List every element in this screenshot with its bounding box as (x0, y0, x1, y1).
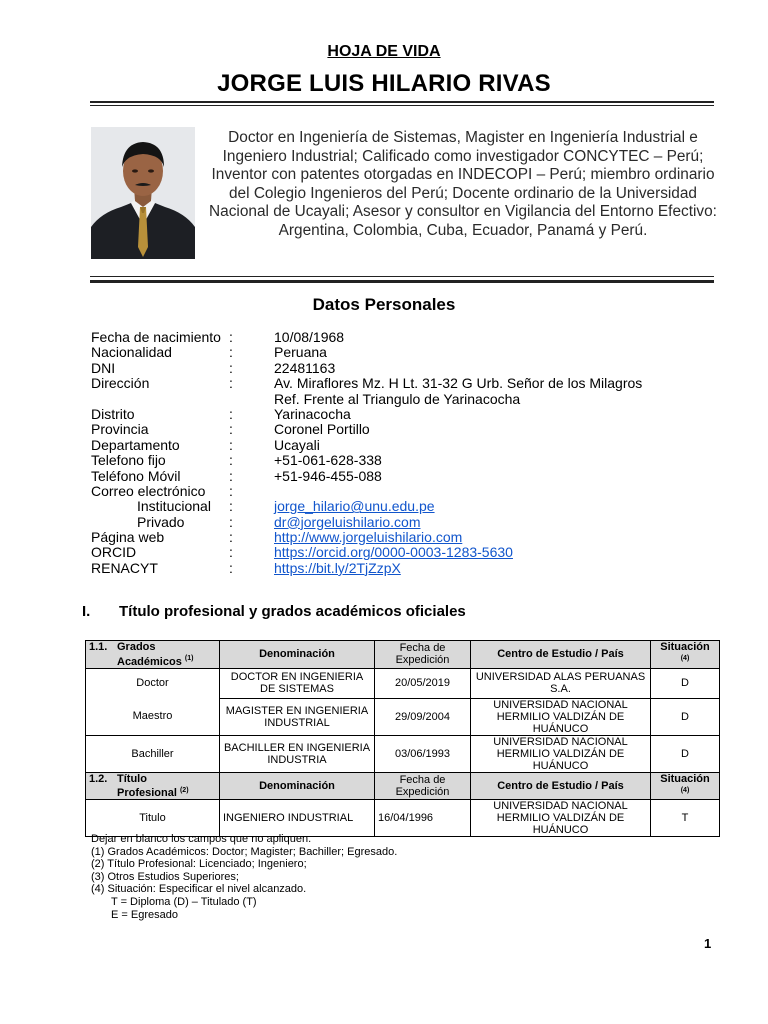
note-line: Dejar en blanco los campos que no apliquen. (91, 833, 312, 845)
institutional-email-link[interactable]: jorge_hilario@unu.edu.pe (274, 498, 435, 515)
renacyt-link[interactable]: https://bit.ly/2TjZzpX (274, 559, 401, 576)
table-row (86, 698, 720, 735)
info-value: Yarinacocha (274, 405, 351, 422)
separator: : (229, 559, 233, 576)
info-label: Página web (91, 529, 165, 546)
info-label: Distrito (91, 405, 135, 422)
header-cell: Centro de Estudio / País (471, 641, 651, 669)
separator: : (229, 375, 233, 392)
info-value: 22481163 (274, 359, 336, 376)
header-cell: Situación $^{(4)}$ (651, 641, 720, 669)
table-cell: UNIVERSIDAD NACIONAL HERMILIO VALDIZÁN DE HUÁNUCO (471, 800, 651, 837)
document-label: HOJA DE VIDA (327, 43, 441, 60)
header-cell: 1.2. Título Profesional $^{(2)}$ (86, 772, 220, 800)
separator: : (229, 436, 233, 453)
note-line: (4) Situación: Especificar el nivel alcanzado. (91, 883, 307, 896)
info-label: Provincia (91, 421, 149, 438)
section-title: Título profesional y grados académicos oficiales (119, 603, 466, 620)
private-email-link[interactable]: dr@jorgeluishilario.com (274, 513, 421, 530)
info-value: 10/08/1968 (274, 329, 345, 345)
info-label: Fecha de nacimiento (91, 329, 221, 345)
info-label: RENACYT (91, 559, 158, 576)
table-header-row (86, 772, 720, 800)
separator: : (229, 421, 233, 438)
note-line: (1) Grados Académicos: Doctor; Magister; Bachiller; Egresado. (91, 845, 398, 858)
section-number: I. (82, 603, 91, 620)
table-cell: 03/06/1993 (375, 735, 471, 772)
personal-data-heading: Datos Personales (312, 295, 456, 314)
divider (90, 105, 714, 106)
table-cell: Titulo (86, 800, 220, 837)
info-label: ORCID (91, 544, 137, 561)
table-cell: MAGISTER EN INGENIERIA INDUSTRIAL (220, 698, 375, 735)
info-label: Telefono fijo (91, 452, 166, 469)
header-cell: Denominación (220, 641, 375, 669)
header-cell: Situación $^{(4)}$ (651, 772, 720, 800)
separator: : (229, 498, 233, 515)
website-link[interactable]: http://www.jorgeluishilario.com (274, 529, 463, 546)
header-cell: Denominación (220, 772, 375, 800)
info-label: Institucional (137, 498, 211, 515)
table-cell: 16/04/1996 (375, 800, 471, 837)
person-name: JORGE LUIS HILARIO RIVAS (217, 70, 551, 97)
header-cell: Centro de Estudio / País (471, 772, 651, 800)
page-number: 1 (704, 936, 712, 951)
separator: : (229, 344, 233, 361)
info-label: Departamento (91, 436, 180, 453)
separator: : (229, 452, 233, 469)
table-row (86, 800, 720, 837)
info-value: Ucayali (274, 436, 320, 453)
info-label: Correo electrónico (91, 482, 206, 499)
degrees-table (85, 640, 720, 837)
profile-photo (91, 127, 195, 259)
profile-summary: Doctor en Ingeniería de Sistemas, Magister en Ingeniería Industrial e Ingeniero Industrial; Calificado como investigador CONCYTEC – Perú; Inventor con patentes otorgadas en INDECOPI – Perú; miembro ordinario del Colegio Ingenieros del Perú; Docente ordinario de la Universidad Nacional de Ucayali; Asesor y consultor en Vigilancia del Entorno Efectivo: Argentina, Colombia, Cuba, Ecuador, Panamá y Perú. (209, 129, 717, 239)
table-cell: D (651, 668, 720, 698)
info-label: Nacionalidad (91, 344, 172, 361)
header-cell: 1.1. Grados Académicos $^{(1)}$ (86, 641, 220, 669)
table-header-row (86, 641, 720, 669)
table-cell: D (651, 698, 720, 735)
note-line: T = Diploma (D) – Titulado (T) (111, 895, 257, 908)
separator: : (229, 482, 233, 499)
separator: : (229, 544, 233, 561)
table-cell: T (651, 800, 720, 837)
table-cell: UNIVERSIDAD NACIONAL HERMILIO VALDIZÁN DE HUÁNUCO (471, 735, 651, 772)
info-label: Privado (137, 513, 185, 530)
divider (90, 101, 714, 103)
note-line: (3) Otros Estudios Superiores; (91, 870, 239, 883)
table-row (86, 735, 720, 772)
table-cell: D (651, 735, 720, 772)
table-notes (91, 833, 397, 921)
table-cell: UNIVERSIDAD NACIONAL HERMILIO VALDIZÁN DE HUÁNUCO (471, 698, 651, 735)
table-row (86, 668, 720, 698)
separator: : (229, 329, 233, 345)
divider (90, 280, 714, 283)
separator: : (229, 405, 233, 422)
portrait-image (91, 127, 195, 259)
table-cell: Doctor (86, 668, 220, 698)
info-value: Av. Miraflores Mz. H Lt. 31-32 G Urb. Señor de los Milagros (274, 375, 643, 392)
info-label: DNI (91, 359, 116, 376)
divider (90, 276, 714, 277)
header-cell: Fecha de Expedición (375, 641, 471, 669)
info-label: Teléfono Móvil (91, 467, 181, 484)
table-cell: Maestro (86, 698, 220, 735)
separator: : (229, 467, 233, 484)
info-value: Ref. Frente al Triangulo de Yarinacocha (274, 390, 521, 407)
separator: : (229, 513, 233, 530)
table-cell: Bachiller (86, 735, 220, 772)
table-cell: BACHILLER EN INGENIERIA INDUSTRIA (220, 735, 375, 772)
info-value: +51-061-628-338 (274, 452, 382, 469)
info-value: +51-946-455-088 (274, 467, 382, 484)
header-cell: Fecha de Expedición (375, 772, 471, 800)
note-line: E = Egresado (111, 908, 178, 921)
orcid-link[interactable]: https://orcid.org/0000-0003-1283-5630 (274, 544, 513, 561)
separator: : (229, 359, 233, 376)
table-cell: 20/05/2019 (375, 668, 471, 698)
info-value: Coronel Portillo (274, 421, 370, 438)
table-cell: UNIVERSIDAD ALAS PERUANAS S.A. (471, 668, 651, 698)
table-cell: DOCTOR EN INGENIERIA DE SISTEMAS (220, 668, 375, 698)
note-line: (2) Título Profesional: Licenciado; Ingeniero; (91, 858, 307, 871)
info-value: Peruana (274, 344, 327, 361)
info-label: Dirección (91, 375, 150, 392)
separator: : (229, 529, 233, 546)
table-cell: 29/09/2004 (375, 698, 471, 735)
table-cell: INGENIERO INDUSTRIAL (220, 800, 375, 837)
